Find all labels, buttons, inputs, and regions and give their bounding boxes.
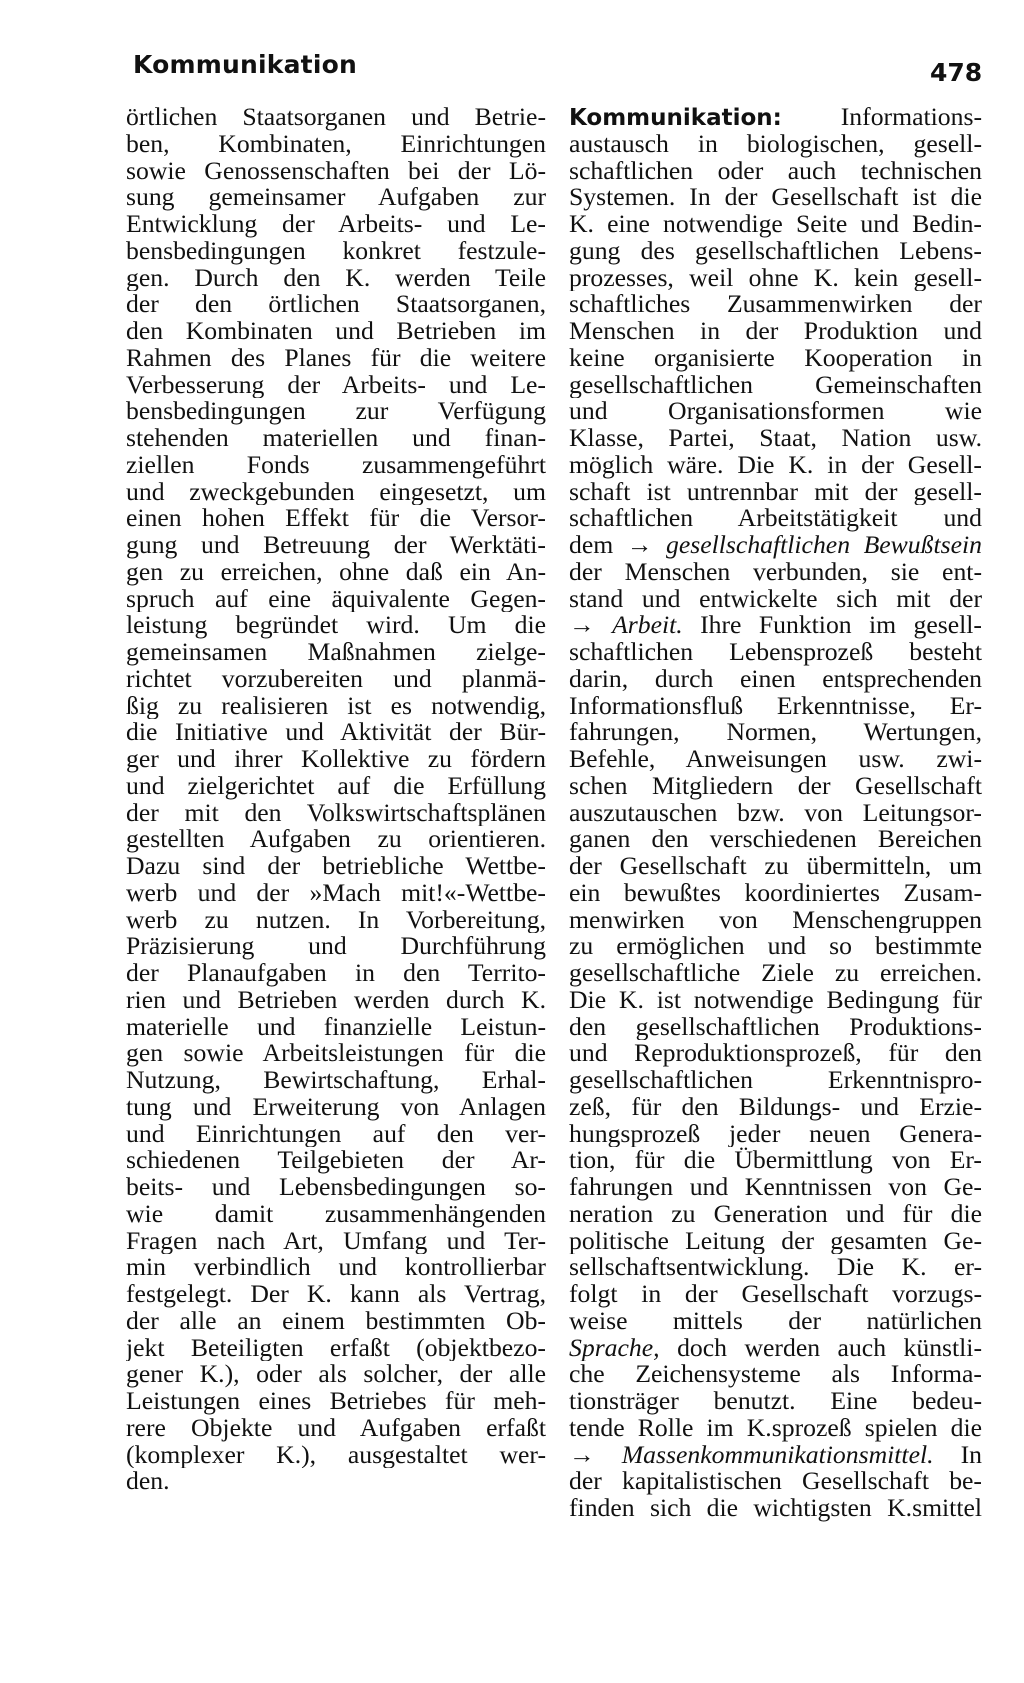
text-line: gung und Betreuung der Werktäti- [126, 532, 546, 559]
cross-reference-line [569, 1335, 982, 1362]
text-line: min verbindlich und kontrollierbar [126, 1254, 546, 1281]
text-line: jekt Beteiligten erfaßt (objektbezo- [126, 1334, 546, 1362]
text-line: ziellen Fonds zusammengeführt [126, 451, 546, 479]
text-line: gesellschaftlichen Gemeinschaften [569, 371, 982, 399]
text-line: der Planaufgaben in den Territo- [126, 960, 546, 987]
text-line: fahrungen und Kenntnissen von Ge- [569, 1174, 982, 1201]
running-head: Kommunikation [133, 50, 357, 79]
text-line: gesellschaftlichen Erkenntnispro- [569, 1067, 982, 1094]
text-line: gung des gesellschaftlichen Lebens- [569, 237, 982, 265]
text-line: gen sowie Arbeitsleistungen für die [126, 1040, 546, 1067]
text-line: schaftlichen oder auch technischen [569, 157, 982, 185]
text-line: der Menschen verbunden, sie ent- [569, 558, 982, 586]
text-line: gen zu erreichen, ohne daß ein An- [126, 558, 546, 586]
text-fragment: dem [569, 532, 627, 559]
page-number: 478 [930, 58, 983, 87]
text-line: rere Objekte und Aufgaben erfaßt [126, 1414, 546, 1442]
text-line: Systemen. In der Gesellschaft ist die [569, 184, 982, 211]
cross-reference-link[interactable]: gesellschaftlichen Bewußtsein [666, 532, 982, 559]
text-line: möglich wäre. Die K. in der Gesell- [569, 451, 982, 479]
text-line: und Einrichtungen auf den ver- [126, 1120, 546, 1148]
text-line: gener K.), oder als solcher, der alle [126, 1361, 546, 1388]
text-line: der kapitalistischen Gesellschaft be- [569, 1468, 982, 1495]
cross-reference-link[interactable]: Massenkommunikationsmittel. [621, 1441, 934, 1469]
text-line: leistung begründet wird. Um die [126, 612, 546, 639]
text-line: darin, durch einen entsprechenden [569, 665, 982, 693]
arrow-icon: → [626, 532, 653, 559]
text-line: ben, Kombinaten, Einrichtungen [126, 130, 546, 158]
text-line: K. eine notwendige Seite und Bedin- [569, 211, 982, 238]
text-line: prozesses, weil ohne K. kein gesell- [569, 264, 982, 292]
text-line: fahrungen, Normen, Wertungen, [569, 719, 982, 746]
text-block [569, 1361, 982, 1441]
text-line: gesellschaftliche Ziele zu erreichen. [569, 960, 982, 987]
text-line: tende Rolle im K.sprozeß spielen die [569, 1414, 982, 1442]
text-line: sellschaftsentwicklung. Die K. er- [569, 1254, 982, 1281]
cross-reference-line [569, 532, 982, 559]
left-column [126, 104, 546, 1495]
text-line: spruch auf eine äquivalente Gegen- [126, 585, 546, 613]
text-line: tionsträger benutzt. Eine bedeu- [569, 1388, 982, 1415]
text-line: Präzisierung und Durchführung [126, 933, 546, 960]
text-line: den Kombinaten und Betrieben im [126, 318, 546, 345]
text-line: stand und entwickelte sich mit der [569, 585, 982, 613]
text-line: ein bewußtes koordiniertes Zusam- [569, 879, 982, 907]
text-line: und Reproduktionsprozeß, für den [569, 1040, 982, 1067]
text-line: Nutzung, Bewirtschaftung, Erhal- [126, 1067, 546, 1094]
text-line: austausch in biologischen, gesell- [569, 130, 982, 158]
text-fragment: Ihre Funktion im gesell- [682, 612, 982, 639]
text-line: und Organisationsformen wie [569, 398, 982, 425]
text-line: gemeinsamen Maßnahmen zielge- [126, 639, 546, 666]
cross-reference-line [569, 1442, 982, 1469]
text-line: werb und der »Mach mit!«-Wettbe- [126, 879, 546, 907]
text-line: wie damit zusammenhängenden [126, 1200, 546, 1228]
text-line: einen hohen Effekt für die Versor- [126, 505, 546, 532]
text-line: schen Mitgliedern der Gesellschaft [569, 772, 982, 800]
text-line: die Initiative und Aktivität der Bür- [126, 719, 546, 746]
text-line: richtet vorzubereiten und planmä- [126, 665, 546, 693]
text-line: den. [126, 1468, 170, 1495]
text-line: sung gemeinsamer Aufgaben zur [126, 184, 546, 211]
text-line: Klasse, Partei, Staat, Nation usw. [569, 425, 982, 452]
text-line: rien und Betrieben werden durch K. [126, 986, 546, 1014]
text-line: Entwicklung der Arbeits- und Le- [126, 211, 546, 238]
text-line: Befehle, Anweisungen usw. zwi- [569, 746, 982, 773]
text-line: tion, für die Übermittlung von Er- [569, 1147, 982, 1174]
text-line: schaftlichen Lebensprozeß besteht [569, 639, 982, 666]
text-line: politische Leitung der gesamten Ge- [569, 1227, 982, 1255]
text-line: der alle an einem bestimmten Ob- [126, 1307, 546, 1335]
text-line: Rahmen des Planes für die weitere [126, 344, 546, 372]
text-line: Informationsfluß Erkenntnisse, Er- [569, 692, 982, 720]
text-line: den gesellschaftlichen Produktions- [569, 1013, 982, 1041]
text-block [569, 639, 982, 1335]
cross-reference-line [569, 612, 982, 639]
text-line: bensbedingungen konkret festzule- [126, 237, 546, 265]
arrow-icon: → [569, 1441, 595, 1469]
text-line: gestellten Aufgaben zu orientieren. [126, 826, 546, 853]
text-line: schiedenen Teilgebieten der Ar- [126, 1147, 546, 1174]
cross-reference-link[interactable]: Arbeit. [612, 612, 683, 639]
text-line: schaftliches Zusammenwirken der [569, 291, 982, 318]
text-line: zu ermöglichen und so bestimmte [569, 933, 982, 960]
text-line: hungsprozeß jeder neuen Genera- [569, 1120, 982, 1148]
text-line: ger und ihrer Kollektive zu fördern [126, 746, 546, 773]
text-line: Fragen nach Art, Umfang und Ter- [126, 1227, 546, 1255]
right-column [569, 104, 982, 1522]
text-line: neration zu Generation und für die [569, 1200, 982, 1228]
text-line: Verbesserung der Arbeits- und Le- [126, 371, 546, 399]
cross-reference-link[interactable]: Sprache, [569, 1334, 660, 1362]
text-line: folgt in der Gesellschaft vorzugs- [569, 1281, 982, 1308]
text-line: materielle und finanzielle Leistun- [126, 1013, 546, 1041]
text-line: werb zu nutzen. In Vorbereitung, [126, 906, 546, 934]
text-line: auszutauschen bzw. von Leitungsor- [569, 799, 982, 827]
text-line: Die K. ist notwendige Bedingung für [569, 986, 982, 1014]
text-line: ganen den verschiedenen Bereichen [569, 826, 982, 853]
text-line: Dazu sind der betriebliche Wettbe- [126, 853, 546, 880]
text-fragment: doch werden auch künstli- [659, 1334, 982, 1362]
text-line: schaft ist untrennbar mit der gesell- [569, 478, 982, 506]
text-line: Menschen in der Produktion und [569, 318, 982, 345]
text-line: der mit den Volkswirtschaftsplänen [126, 799, 546, 827]
text-line: tung und Erweiterung von Anlagen [126, 1093, 546, 1121]
text-block [569, 131, 982, 532]
text-line: che Zeichensysteme als Informa- [569, 1361, 982, 1388]
text-line: und zielgerichtet auf die Erfüllung [126, 772, 546, 800]
text-line: Leistungen eines Betriebes für meh- [126, 1388, 546, 1415]
text-line: festgelegt. Der K. kann als Vertrag, [126, 1281, 546, 1308]
text-line: weise mittels der natürlichen [569, 1307, 982, 1335]
text-line: (komplexer K.), ausgestaltet wer- [126, 1441, 546, 1469]
text-line: menwirken von Menschengruppen [569, 906, 982, 934]
text-fragment: In [933, 1441, 982, 1469]
text-fragment: Informations- [781, 104, 982, 131]
text-line: und zweckgebunden eingesetzt, um [126, 478, 546, 506]
text-line: stehenden materiellen und finan- [126, 425, 546, 452]
text-line: keine organisierte Kooperation in [569, 344, 982, 372]
text-line: der Gesellschaft zu übermitteln, um [569, 853, 982, 880]
text-line: zeß, für den Bildungs- und Erzie- [569, 1093, 982, 1121]
text-line: beits- und Lebensbedingungen so- [126, 1174, 546, 1201]
entry-keyword: Kommunikation: [569, 105, 782, 131]
text-line: ßig zu realisieren ist es notwendig, [126, 692, 546, 720]
arrow-icon: → [569, 612, 595, 639]
text-block [569, 559, 982, 613]
entry-heading-line [569, 104, 982, 131]
text-line: finden sich die wichtigsten K.smittel [569, 1495, 982, 1522]
text-block [569, 1468, 982, 1522]
text-line: der den örtlichen Staatsorganen, [126, 291, 546, 318]
text-line: sowie Genossenschaften bei der Lö- [126, 157, 546, 185]
text-line: schaftlichen Arbeitstätigkeit und [569, 505, 982, 532]
text-line: gen. Durch den K. werden Teile [126, 264, 546, 292]
text-line: bensbedingungen zur Verfügung [126, 398, 546, 425]
text-line: örtlichen Staatsorganen und Betrie- [126, 104, 546, 131]
